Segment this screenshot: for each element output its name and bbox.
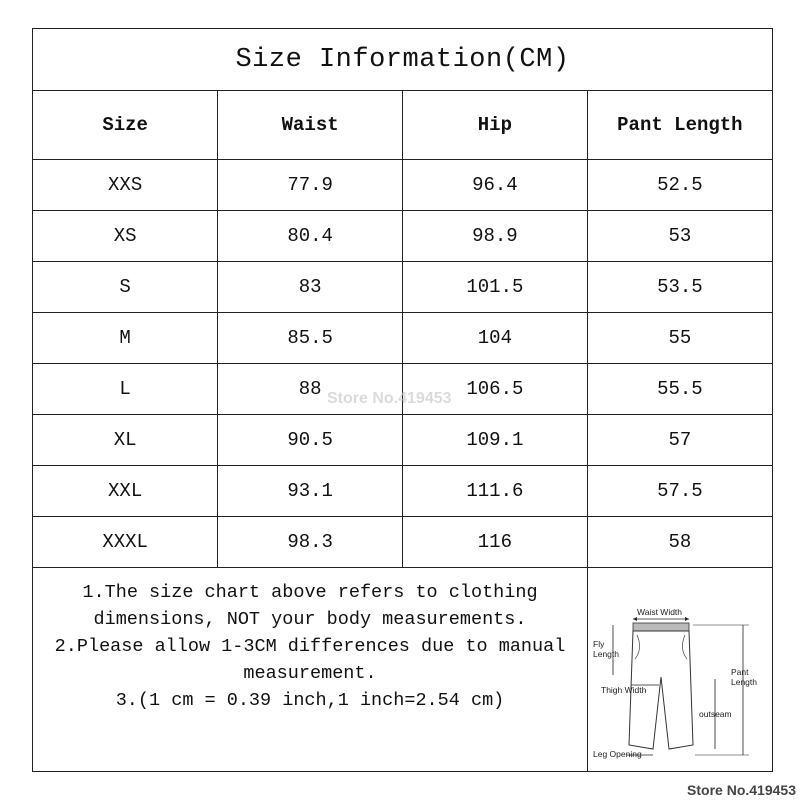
cell-waist: 77.9 (218, 160, 403, 211)
chart-title: Size Information(CM) (33, 29, 772, 91)
note-line: dimensions, NOT your body measurements. (93, 609, 527, 630)
cell-hip: 101.5 (403, 262, 588, 313)
pants-measurement-icon (589, 567, 772, 771)
cell-size: L (33, 364, 218, 415)
cell-hip: 96.4 (403, 160, 588, 211)
cell-size: XXL (33, 466, 218, 517)
cell-hip: 116 (403, 517, 588, 568)
cell-waist: 98.3 (218, 517, 403, 568)
cell-size: S (33, 262, 218, 313)
cell-pant-length: 57.5 (587, 466, 772, 517)
label-fly-1: Fly (593, 639, 605, 649)
cell-hip: 106.5 (403, 364, 588, 415)
cell-size: XXXL (33, 517, 218, 568)
label-leg-opening: Leg Opening (593, 749, 642, 759)
table-row (33, 466, 772, 517)
label-outseam: outseam (699, 709, 732, 719)
label-pant-length-2: Length (731, 677, 757, 687)
cell-hip: 98.9 (403, 211, 588, 262)
table-header-row (33, 91, 772, 160)
header-hip: Hip (403, 91, 588, 160)
cell-pant-length: 53 (587, 211, 772, 262)
cell-size: XL (33, 415, 218, 466)
label-pant-length-1: Pant (731, 667, 749, 677)
watermark: Store No.419453 (327, 390, 452, 407)
cell-waist: 85.5 (218, 313, 403, 364)
table-row (33, 415, 772, 466)
cell-size: M (33, 313, 218, 364)
cell-pant-length: 58 (587, 517, 772, 568)
label-fly-2: Length (593, 649, 619, 659)
header-waist: Waist (218, 91, 403, 160)
header-pant-length: Pant Length (587, 91, 772, 160)
pants-diagram (589, 567, 772, 771)
cell-waist: 93.1 (218, 466, 403, 517)
cell-waist: 83 (218, 262, 403, 313)
cell-size: XXS (33, 160, 218, 211)
note-line: 1.The size chart above refers to clothing (82, 582, 538, 603)
cell-waist: 80.4 (218, 211, 403, 262)
note-line: 3.(1 cm = 0.39 inch,1 inch=2.54 cm) (115, 690, 505, 711)
cell-pant-length: 53.5 (587, 262, 772, 313)
table-row (33, 262, 772, 313)
cell-pant-length: 55.5 (587, 364, 772, 415)
cell-pant-length: 52.5 (587, 160, 772, 211)
cell-pant-length: 57 (587, 415, 772, 466)
table-row (33, 160, 772, 211)
cell-size: XS (33, 211, 218, 262)
note-line: 2.Please allow 1-3CM differences due to manual (54, 636, 566, 657)
cell-pant-length: 55 (587, 313, 772, 364)
cell-hip: 109.1 (403, 415, 588, 466)
header-size: Size (33, 91, 218, 160)
table-row (33, 517, 772, 568)
table-row (33, 313, 772, 364)
cell-waist: 90.5 (218, 415, 403, 466)
note-line: measurement. (243, 663, 377, 684)
size-notes (33, 567, 588, 771)
label-thigh-width: Thigh Width (601, 685, 647, 695)
size-table (33, 91, 772, 568)
table-row (33, 211, 772, 262)
store-tag: Store No.419453 (687, 782, 796, 798)
cell-waist: 88 (218, 364, 403, 415)
label-waist-width: Waist Width (637, 607, 683, 617)
cell-hip: 111.6 (403, 466, 588, 517)
cell-hip: 104 (403, 313, 588, 364)
